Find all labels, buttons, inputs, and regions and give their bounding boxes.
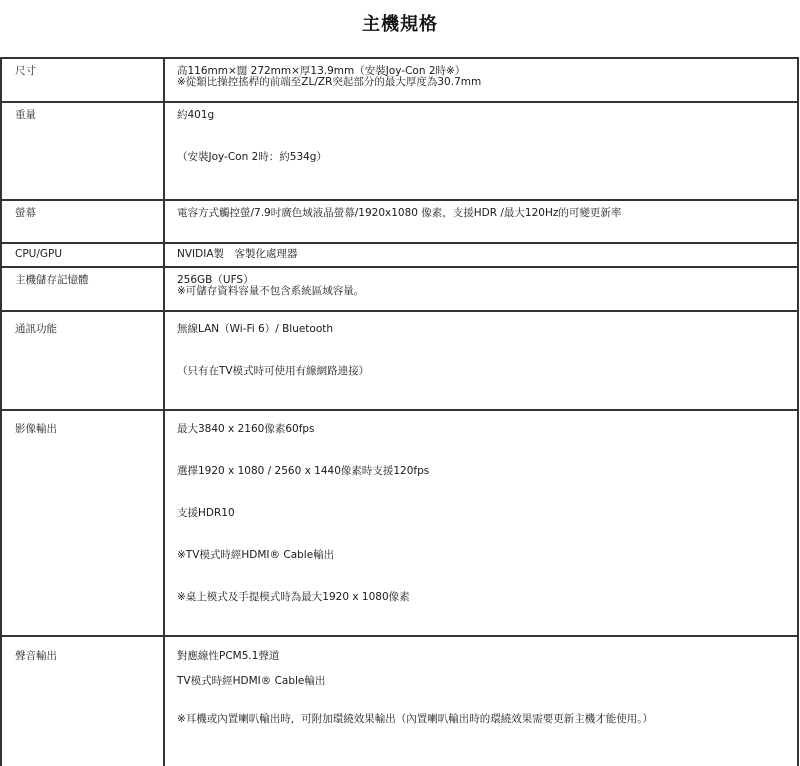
spec-value-line: 約401g xyxy=(177,109,215,121)
spec-row-connectivity xyxy=(1,311,798,410)
spec-value-line: 選擇1920 x 1080 / 2560 x 1440像素時支援120fps xyxy=(177,465,430,477)
spec-row-weight xyxy=(1,102,798,200)
spec-value-line: （只有在TV模式時可使用有線網路連接） xyxy=(177,365,370,377)
spec-value-line: 電容方式觸控螢/7.9吋廣色域液晶螢幕/1920x1080 像素，支援HDR /最大120Hz的可變更新率 xyxy=(177,207,622,219)
spec-value-line: TV模式時經HDMI® Cable輸出 xyxy=(177,675,326,687)
spec-value xyxy=(164,410,798,636)
spec-row-dimensions xyxy=(1,58,798,102)
spec-value-line: （安裝Joy-Con 2時：約534g） xyxy=(177,151,327,163)
spec-label: 通訊功能 xyxy=(1,311,164,410)
page-title: 主機規格 xyxy=(362,14,438,35)
spec-table xyxy=(0,57,799,766)
spec-row-storage xyxy=(1,267,798,311)
spec-value-line: 高116mm×闊 272mm×厚13.9mm（安裝Joy-Con 2時※） xyxy=(177,65,466,77)
spec-value xyxy=(164,58,798,102)
spec-value-line: 無線LAN（Wi-Fi 6）/ Bluetooth xyxy=(177,323,334,335)
spec-label: CPU/GPU xyxy=(1,243,164,267)
spec-note: ※桌上模式及手提模式時為最大1920 x 1080像素 xyxy=(177,591,410,603)
spec-value xyxy=(164,267,798,311)
spec-value-line: 對應線性PCM5.1聲道 xyxy=(177,650,280,662)
spec-value xyxy=(164,200,798,243)
spec-value xyxy=(164,102,798,200)
spec-label: 重量 xyxy=(1,102,164,200)
spec-row-screen xyxy=(1,200,798,243)
spec-value xyxy=(164,243,798,267)
spec-note: ※耳機或內置喇叭輸出時，可附加環繞效果輸出（內置喇叭輸出時的環繞效果需要更新主機才能使用。） xyxy=(177,713,654,725)
spec-note: ※TV模式時經HDMI® Cable輸出 xyxy=(177,549,335,561)
spec-row-audio-output xyxy=(1,636,798,766)
spec-note: ※可儲存資料容量不包含系統區域容量。 xyxy=(177,285,365,297)
spec-value-line: 最大3840 x 2160像素60fps xyxy=(177,423,315,435)
spec-row-cpu-gpu xyxy=(1,243,798,267)
spec-value-line: NVIDIA製 客製化處理器 xyxy=(177,248,298,260)
spec-label: 主機儲存記憶體 xyxy=(1,267,164,311)
spec-note: ※從類比操控搖桿的前端至ZL/ZR突起部分的最大厚度為30.7mm xyxy=(177,76,482,88)
spec-value-line: 256GB（UFS） xyxy=(177,274,254,286)
spec-value xyxy=(164,311,798,410)
spec-label: 影像輸出 xyxy=(1,410,164,636)
spec-label: 螢幕 xyxy=(1,200,164,243)
spec-label: 聲音輸出 xyxy=(1,636,164,766)
spec-value-line: 支援HDR10 xyxy=(177,507,235,519)
spec-row-video-output xyxy=(1,410,798,636)
spec-label: 尺寸 xyxy=(1,58,164,102)
spec-value xyxy=(164,636,798,766)
